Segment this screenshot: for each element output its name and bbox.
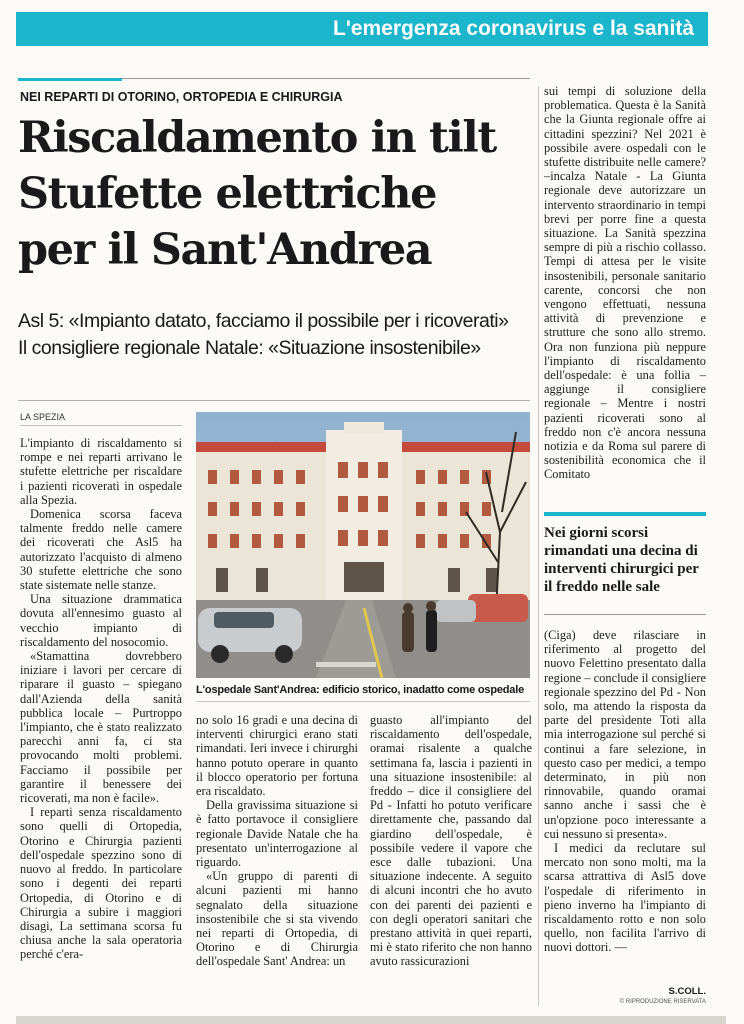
article-column-1 bbox=[20, 436, 182, 1004]
paragraph: Una situazione drammatica dovuta all'ennesimo guasto al vecchio impianto di riscaldamento del nosocomio. bbox=[20, 592, 182, 649]
paragraph: sui tempi di soluzione della problematica. Questa è la Sanità che la Giunta regionale offre ai cittadini spezzini? Nel 2021 è possibile avere ospedali con le stufette distribuite nelle camere? –incalza Natale - La Giunta regionale deve autorizzare un intervento straordinario in tempi brevi per porre fine a questa situazione. La Sanità spezzina sempre di più a rischio collasso. Tempi di attesa per le visite insostenibili, personale sanitario carente, concorsi che non vengono effettuati, nessuna attività di prevenzione e strutture che sono allo stremo. Ora non funziona più neppure l'impianto di riscaldamento dell'ospedale: è una follia – aggiunge il consigliere regionale – Mentre i nostri pazienti ricoverati sono al freddo non c'è ancora nessuna notizia e da Roma sul parere di sostenibilità economica che il Comitato bbox=[544, 84, 706, 482]
page-edge bbox=[16, 1016, 726, 1024]
pull-quote: Nei giorni scorsi rimandati una decina di interventi chirurgici per il freddo nelle sale bbox=[544, 512, 706, 596]
dateline: LA SPEZIA bbox=[20, 412, 182, 426]
section-title: L'emergenza coronavirus e la sanità bbox=[333, 17, 694, 40]
paragraph: «Un gruppo di parenti di alcuni pazienti mi hanno segnalato della situazione insostenibile che si sta vivendo nei reparti di Ortopedia, di Otorino e di Chirurgia dell'ospedale Sant' Andrea: un bbox=[196, 869, 358, 969]
rights-notice: © RIPRODUZIONE RISERVATA bbox=[619, 999, 706, 1005]
headline-line: Riscaldamento in tilt bbox=[18, 113, 496, 163]
article-column-4-bottom bbox=[544, 628, 706, 984]
article-column-4-top bbox=[544, 84, 706, 494]
hospital-photo bbox=[196, 412, 530, 678]
paragraph: L'impianto di riscaldamento si rompe e nei reparti arrivano le stufette elettriche per riscaldare i pazienti ricoverati in ospedale alla Spezia. bbox=[20, 436, 182, 507]
article-column-3 bbox=[370, 713, 532, 1007]
paragraph: (Ciga) deve rilasciare in riferimento al progetto del nuovo Felettino presentato dalla regione – conclude il consigliere regionale spezzino del Pd - Non solo, ma attendo la risposta da parte del presidente Toti alla mia interrogazione sul perché si continui a fare selezione, in questo caso per medici, a tempo determinato, in più non rinnovabile, quando oramai sanno anche i sassi che è un'opzione poco interessante a cui nessuno si presenta». bbox=[544, 628, 706, 841]
photo-caption: L'ospedale Sant'Andrea: edificio storico, inadatto come ospedale bbox=[196, 684, 530, 702]
paragraph: I medici da reclutare sul mercato non sono molti, ma la scarsa attrattiva di Asl5 dove l'ospedale di riferimento in pieno inverno ha l'impianto di riscaldamento rotto e non solo quello, non facilita l'arrivo di nuovi dottori. — bbox=[544, 841, 706, 955]
article-column-2 bbox=[196, 713, 358, 1007]
headline bbox=[18, 110, 533, 278]
subheadline-line: Asl 5: «Impianto datato, facciamo il possibile per i ricoverati» bbox=[18, 310, 509, 332]
paragraph: Domenica scorsa faceva talmente freddo nelle camere dei ricoverati che Asl5 ha autorizzato l'acquisto di almeno 30 stufette elettriche che sono state sistemate nelle stanze. bbox=[20, 507, 182, 593]
paragraph: I reparti senza riscaldamento sono quelli di Ortopedia, Otorino e Chirurgia pazienti dell'ospedale spezzino sono di nuovo al freddo. In particolare sono i degenti dei reparti Ortopedia, di Otorino e di Chirurgia a subire i maggiori disagi, La settimana scorsa fu chiusa anche la sala operatoria perché c'era- bbox=[20, 805, 182, 962]
paragraph: guasto all'impianto del riscaldamento dell'ospedale, oramai risalente a qualche settimana fa, lascia i pazienti in una situazione insostenibile: al freddo – dice il consigliere del Pd - Infatti ho potuto verificare direttamente che, passando dal giardino dell'ospedale, è possibile vedere il vapore che esce dalle tubazioni. Una situazione indecente. A seguito di alcuni incontri che ho avuto con dei parenti dei pazienti e con degli operatori sanitari che prestano attività in quei reparti, mi è stato riferito che non hanno avuto rassicurazioni bbox=[370, 713, 532, 969]
subheadline bbox=[18, 308, 533, 362]
kicker: NEI REPARTI DI OTORINO, ORTOPEDIA E CHIRURGIA bbox=[20, 90, 343, 104]
headline-line: per il Sant'Andrea bbox=[18, 225, 432, 275]
paragraph: «Stamattina dovrebbero iniziare i lavori per cercare di riparare il guasto – spiegano dall'Azienda della sanità pubblica locale – Purtroppo l'impianto, che è stato realizzato parecchi anni fa, ci sta provocando molti problemi. Facciamo il possibile per garantire il benessere dei ricoverati, ma non è facile». bbox=[20, 649, 182, 806]
pull-quote-rule bbox=[544, 614, 706, 615]
subheadline-line: Il consigliere regionale Natale: «Situazione insostenibile» bbox=[18, 337, 481, 359]
section-banner bbox=[16, 12, 708, 46]
paragraph: no solo 16 gradi e una decina di interventi chirurgici erano stati rimandati. Ieri invece i chirurghi hanno potuto operare in quanto il blocco operatorio per fortuna era riscaldato. bbox=[196, 713, 358, 799]
author-signature: S.COLL. bbox=[668, 986, 706, 997]
accent-rule bbox=[18, 78, 122, 81]
separator bbox=[18, 400, 530, 401]
column-divider bbox=[538, 86, 539, 1006]
paragraph: Della gravissima situazione si è fatto portavoce il consigliere regionale Davide Natale che ha presentato un'interrogazione al riguardo. bbox=[196, 798, 358, 870]
headline-line: Stufette elettriche bbox=[18, 169, 437, 219]
